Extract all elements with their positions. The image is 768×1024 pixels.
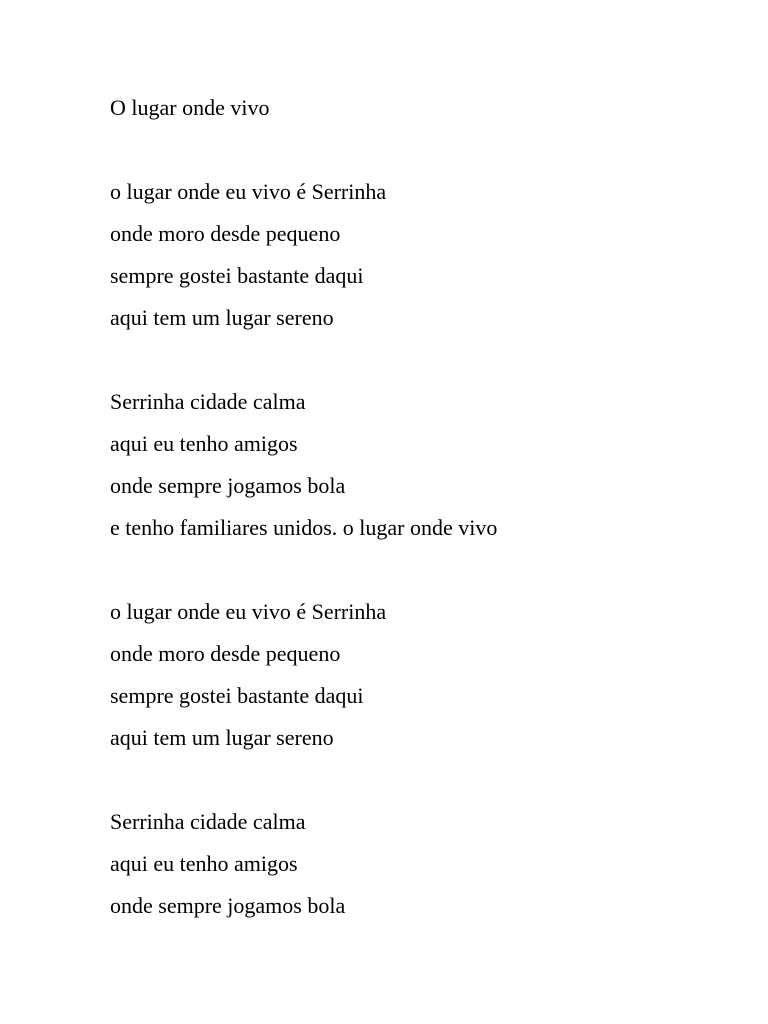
stanza-4 [110,801,730,927]
poem-line: sempre gostei bastante daqui [110,263,364,288]
poem-line: onde moro desde pequeno [110,221,341,246]
poem-line: Serrinha cidade calma [110,389,306,414]
stanza-2 [110,381,730,549]
poem-line: aqui tem um lugar sereno [110,725,334,750]
poem-line: e tenho familiares unidos. o lugar onde vivo [110,515,498,540]
poem-line: onde sempre jogamos bola [110,893,346,918]
poem-line: onde moro desde pequeno [110,641,341,666]
poem-line: o lugar onde eu vivo é Serrinha [110,599,387,624]
poem-line: aqui eu tenho amigos [110,851,298,876]
poem-line: sempre gostei bastante daqui [110,683,364,708]
stanza-1 [110,171,730,339]
poem-line: aqui tem um lugar sereno [110,305,334,330]
poem-line: Serrinha cidade calma [110,809,306,834]
stanza-3 [110,591,730,759]
poem-line: onde sempre jogamos bola [110,473,346,498]
title-block [110,87,730,129]
poem-title: O lugar onde vivo [110,95,270,120]
poem-line: o lugar onde eu vivo é Serrinha [110,179,387,204]
poem-line: aqui eu tenho amigos [110,431,298,456]
poem [110,87,730,927]
